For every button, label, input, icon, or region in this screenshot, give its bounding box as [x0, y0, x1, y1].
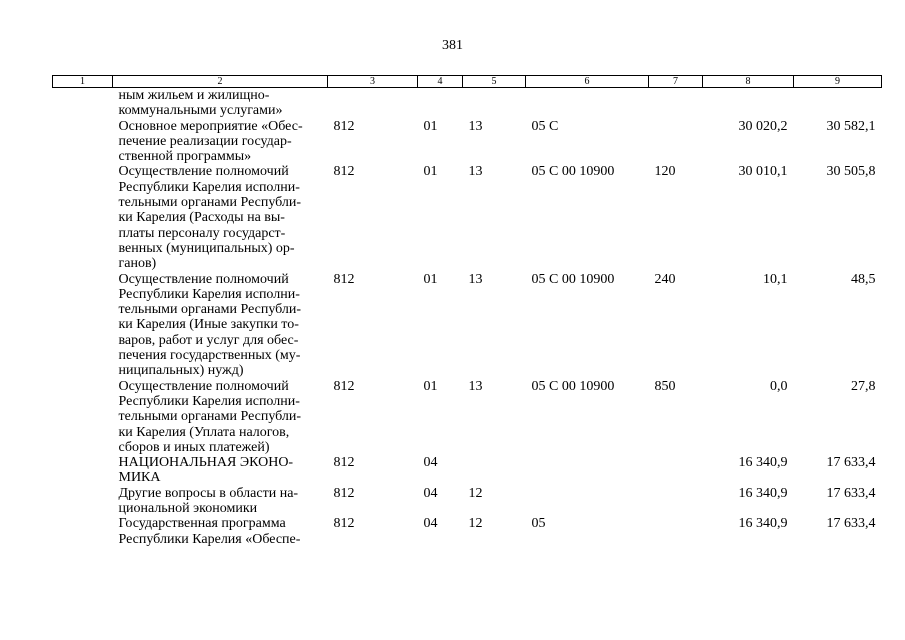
- expense-type-cell: [649, 455, 703, 486]
- admin-code-cell: 812: [333, 118, 355, 134]
- target-article-cell: 05 С: [531, 118, 559, 134]
- expense-type-cell: 850: [654, 378, 676, 394]
- table-row: [53, 88, 882, 119]
- target-article-cell: 05 С 00 10900: [531, 164, 615, 180]
- row-index-cell: [53, 486, 113, 517]
- row-index-cell: [53, 88, 113, 119]
- amount-year2-cell: 48,5: [851, 271, 876, 287]
- column-header: 7: [649, 76, 703, 88]
- subsection-cell: 13: [468, 164, 483, 180]
- table-row: [53, 272, 882, 379]
- subsection-cell: 12: [468, 485, 483, 501]
- row-index-cell: [53, 516, 113, 547]
- item-name-cell: Государственная программа Республики Карелия «Обеспе-: [118, 516, 301, 547]
- item-name-cell: Осуществление полномочий Республики Карелия исполни- тельными органами Республи- ки Карелия (Уплата налогов, сборов и иных платежей): [118, 378, 302, 455]
- table-row: [53, 119, 882, 165]
- amount-year2-cell: 30 505,8: [826, 164, 876, 180]
- admin-code-cell: 812: [333, 378, 355, 394]
- admin-code-cell: [328, 88, 418, 119]
- row-index-cell: [53, 119, 113, 165]
- item-name-cell: Осуществление полномочий Республики Карелия исполни- тельными органами Республи- ки Карелия (Иные закупки то- варов, работ и услуг для обес- печения государственных (му- ниципальных) нужд): [118, 271, 302, 379]
- section-cell: 04: [423, 485, 438, 501]
- subsection-cell: 13: [468, 378, 483, 394]
- table-row: [53, 164, 882, 271]
- row-index-cell: [53, 455, 113, 486]
- table-row: [53, 516, 882, 547]
- amount-year1-cell: 30 020,2: [738, 118, 788, 134]
- row-index-cell: [53, 164, 113, 271]
- section-cell: [418, 88, 463, 119]
- amount-year1-cell: 16 340,9: [738, 516, 788, 532]
- expense-type-cell: 120: [654, 164, 676, 180]
- column-header: 5: [463, 76, 526, 88]
- amount-year1-cell: 0,0: [770, 378, 788, 394]
- section-cell: 04: [423, 455, 438, 471]
- admin-code-cell: 812: [333, 271, 355, 287]
- table-row: [53, 379, 882, 455]
- admin-code-cell: 812: [333, 164, 355, 180]
- subsection-cell: 13: [468, 271, 483, 287]
- target-article-cell: [526, 486, 649, 517]
- amount-year2-cell: 17 633,4: [826, 516, 876, 532]
- amount-year1-cell: 10,1: [763, 271, 788, 287]
- column-header: 8: [703, 76, 794, 88]
- admin-code-cell: 812: [333, 455, 355, 471]
- page-number: 381: [442, 38, 463, 53]
- table-body: [53, 88, 882, 547]
- table-row: [53, 486, 882, 517]
- amount-year1-cell: 16 340,9: [738, 485, 788, 501]
- column-header: 9: [794, 76, 882, 88]
- expense-type-cell: [649, 88, 703, 119]
- target-article-cell: 05 С 00 10900: [531, 271, 615, 287]
- section-cell: 04: [423, 516, 438, 532]
- row-index-cell: [53, 379, 113, 455]
- expense-type-cell: [649, 119, 703, 165]
- target-article-cell: 05 С 00 10900: [531, 378, 615, 394]
- column-number-header: [53, 76, 882, 88]
- section-cell: 01: [423, 164, 438, 180]
- expense-type-cell: [649, 486, 703, 517]
- item-name-cell: Осуществление полномочий Республики Карелия исполни- тельными органами Республи- ки Карелия (Расходы на вы- платы персоналу государст- венных (муниципальных) ор- ганов): [118, 164, 302, 272]
- amount-year2-cell: [794, 88, 882, 119]
- item-name-cell: НАЦИОНАЛЬНАЯ ЭКОНО- МИКА: [118, 455, 294, 486]
- subsection-cell: [463, 88, 526, 119]
- target-article-cell: 05: [531, 516, 546, 532]
- column-header: 1: [53, 76, 113, 88]
- admin-code-cell: 812: [333, 516, 355, 532]
- item-name-cell: Основное мероприятие «Обес- печение реализации государ- ственной программы»: [118, 118, 303, 165]
- admin-code-cell: 812: [333, 485, 355, 501]
- expense-type-cell: [649, 516, 703, 547]
- column-header: 2: [113, 76, 328, 88]
- item-name-cell: Другие вопросы в области на- циональной экономики: [118, 485, 299, 517]
- row-index-cell: [53, 272, 113, 379]
- column-header: 6: [526, 76, 649, 88]
- subsection-cell: 13: [468, 118, 483, 134]
- section-cell: 01: [423, 118, 438, 134]
- expense-type-cell: 240: [654, 271, 676, 287]
- section-cell: 01: [423, 271, 438, 287]
- subsection-cell: 12: [468, 516, 483, 532]
- amount-year1-cell: 30 010,1: [738, 164, 788, 180]
- table-row: [53, 455, 882, 486]
- amount-year2-cell: 17 633,4: [826, 485, 876, 501]
- section-cell: 01: [423, 378, 438, 394]
- subsection-cell: [463, 455, 526, 486]
- amount-year2-cell: 27,8: [851, 378, 876, 394]
- column-header: 4: [418, 76, 463, 88]
- target-article-cell: [526, 88, 649, 119]
- amount-year1-cell: [703, 88, 794, 119]
- target-article-cell: [526, 455, 649, 486]
- amount-year2-cell: 30 582,1: [826, 118, 876, 134]
- amount-year2-cell: 17 633,4: [826, 455, 876, 471]
- column-header: 3: [328, 76, 418, 88]
- amount-year1-cell: 16 340,9: [738, 455, 788, 471]
- item-name-cell: ным жильем и жилищно- коммунальными услугами»: [118, 88, 283, 119]
- budget-table: [52, 75, 882, 547]
